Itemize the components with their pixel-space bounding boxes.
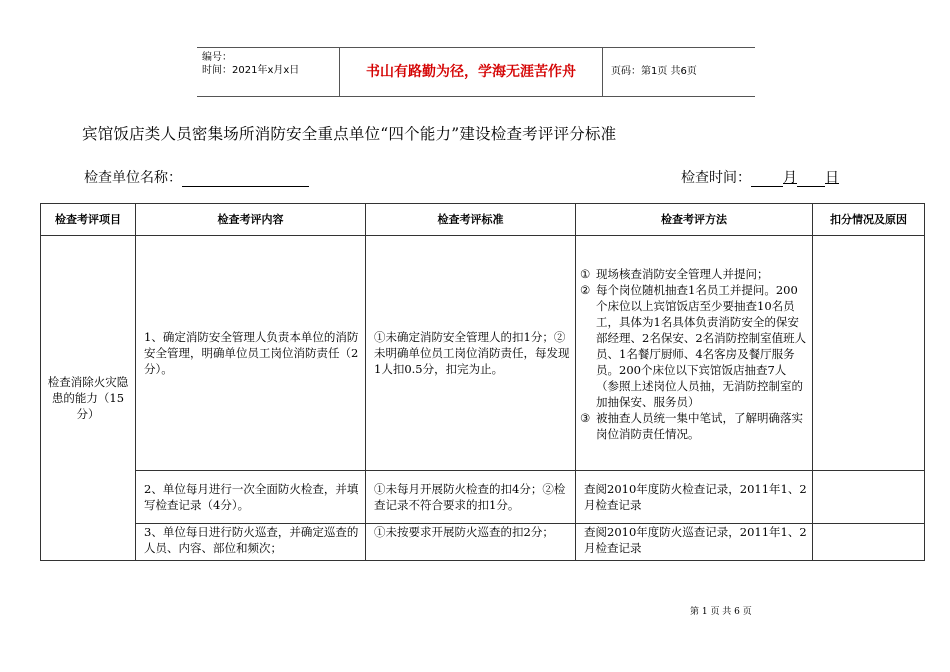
- document-title: 宾馆饭店类人员密集场所消防安全重点单位“四个能力”建设检查考评评分标准: [82, 125, 617, 143]
- method-cell: [576, 236, 813, 471]
- col-header-deduction: 扣分情况及原因: [813, 204, 925, 236]
- deduction-cell[interactable]: [813, 524, 925, 561]
- inspection-unit-blank: [182, 171, 309, 187]
- col-header-method: 检查考评方法: [576, 204, 813, 236]
- col-header-standard: 检查考评标准: [366, 204, 576, 236]
- method-item: ③ 被抽查人员统一集中笔试，了解明确落实岗位消防责任情况。: [580, 411, 803, 441]
- table-header-row: [41, 204, 925, 236]
- header-meta: [197, 48, 340, 96]
- header-motto: 书山有路勤为径，学海无涯苦作舟: [340, 48, 603, 96]
- inspection-time-label: 检查时间：: [681, 170, 751, 186]
- category-cell: 检查消除火灾隐患的能力（15分）: [41, 236, 136, 561]
- document-header: [197, 47, 755, 97]
- content-cell: 1、确定消防安全管理人负责本单位的消防安全管理，明确单位员工岗位消防责任（2分）。: [136, 236, 366, 471]
- standard-cell: ①未每月开展防火检查的扣4分；②检查记录不符合要求的扣1分。: [366, 471, 576, 524]
- page-footer: 第 1 页 共 6 页: [690, 607, 752, 617]
- day-blank: [797, 171, 825, 187]
- scoring-table: [40, 203, 925, 561]
- content-cell: 2、单位每月进行一次全面防火检查，并填写检查记录（4分）。: [136, 471, 366, 524]
- table-row: [41, 524, 925, 561]
- standard-cell: ①未按要求开展防火巡查的扣2分；: [366, 524, 576, 561]
- col-header-item: 检查考评项目: [41, 204, 136, 236]
- table-row: [41, 236, 925, 471]
- deduction-cell[interactable]: [813, 236, 925, 471]
- date-label: 时间：2021年x月x日: [202, 65, 300, 76]
- standard-cell: ①未确定消防安全管理人的扣1分；②未明确单位员工岗位消防责任，每发现1人扣0.5分，扣完为止。: [366, 236, 576, 471]
- month-label: 月: [783, 170, 797, 186]
- method-cell: 查阅2010年度防火检查记录，2011年1、2月检查记录: [576, 471, 813, 524]
- day-label: 日: [825, 170, 839, 186]
- month-blank: [751, 171, 783, 187]
- table-row: [41, 471, 925, 524]
- inspection-unit-label: 检查单位名称：: [84, 170, 182, 186]
- inspection-unit-line: [84, 167, 309, 187]
- inspection-time-line: [681, 167, 839, 187]
- number-label: 编号：: [202, 52, 232, 63]
- method-item: ① 现场核查消防安全管理人并提问；: [580, 267, 769, 281]
- header-page-code: 页码：第1页 共6页: [611, 66, 697, 77]
- content-cell: 3、单位每日进行防火巡查，并确定巡查的人员、内容、部位和频次；: [136, 524, 366, 561]
- deduction-cell[interactable]: [813, 471, 925, 524]
- col-header-content: 检查考评内容: [136, 204, 366, 236]
- method-cell: 查阅2010年度防火巡查记录，2011年1、2月检查记录: [576, 524, 813, 561]
- method-item: ② 每个岗位随机抽查1名员工并提问。200个床位以上宾馆饭店至少要抽查10名员工，具体为1名具体负责消防安全的保安部经理、2名保安、2名消防控制室值班人员、1名餐厅厨师、4名客房及餐厅服务员。200个床位以下宾馆饭店抽查7人（参照上述岗位人员抽，无消防控制室的加抽保安、服务员）: [580, 283, 807, 409]
